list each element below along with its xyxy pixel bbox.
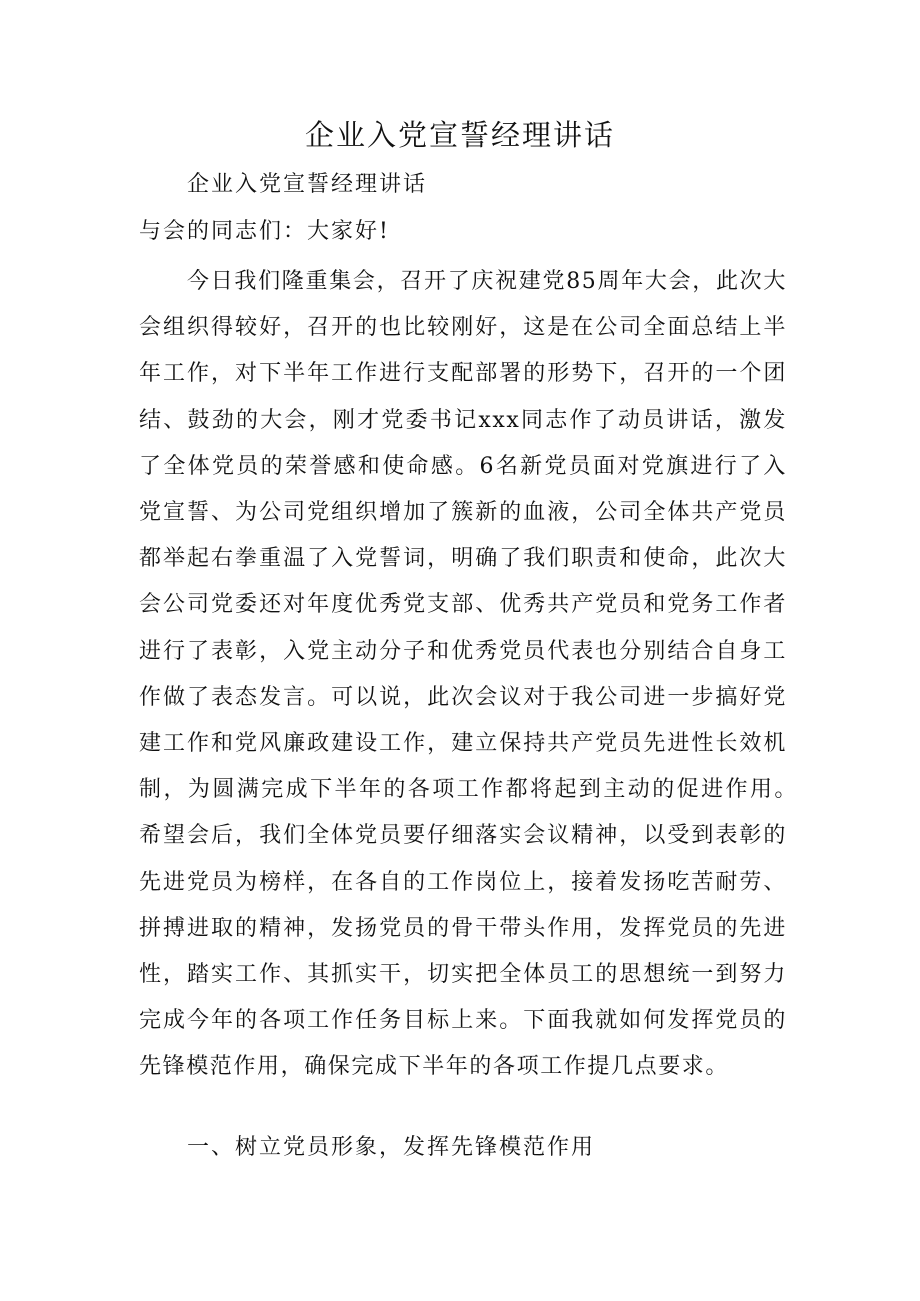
section-heading: 一、树立党员形象，发挥先锋模范作用 xyxy=(187,1135,596,1160)
greeting-line: 与会的同志们：大家好! xyxy=(139,219,390,244)
body-paragraph: 今日我们隆重集会，召开了庆祝建党85周年大会，此次大会组织得较好，召开的也比较刚好，这是在公司全面总结上半年工作，对下半年工作进行支配部署的形势下，召开的一个团结、鼓劲的大会，刚才党委书记xxx同志作了动员讲话，激发了全体党员的荣誉感和使命感。6名新党员面对党旗进行了入党宣誓、为公司党组织增加了簇新的血液，公司全体共产党员都举起右拳重温了入党誓词，明确了我们职责和使命，此次大会公司党委还对年度优秀党支部、优秀共产党员和党务工作者进行了表彰，入党主动分子和优秀党员代表也分别结合自身工作做了表态发言。可以说，此次会议对于我公司进一步搞好党建工作和党风廉政建设工作，建立保持共产党员先进性长效机制，为圆满完成下半年的各项工作都将起到主动的促进作用。 希望会后，我们全体党员要仔细落实会议精神，以受到表彰的先进党员为榜样，在各自的工作岗位上，接着发扬吃苦耐劳、拼搏进取的精神，发扬党员的骨干带头作用，发挥党员的先进性，踏实工作、其抓实干，切实把全体员工的思想统一到努力完成今年的各项工作任务目标上来。下面我就如何发挥党员的先锋模范作用，确保完成下半年的各项工作提几点要求。 xyxy=(139,269,811,1080)
document-title: 企业入党宣誓经理讲话 xyxy=(304,118,615,152)
document-subtitle: 企业入党宣誓经理讲话 xyxy=(187,172,428,197)
